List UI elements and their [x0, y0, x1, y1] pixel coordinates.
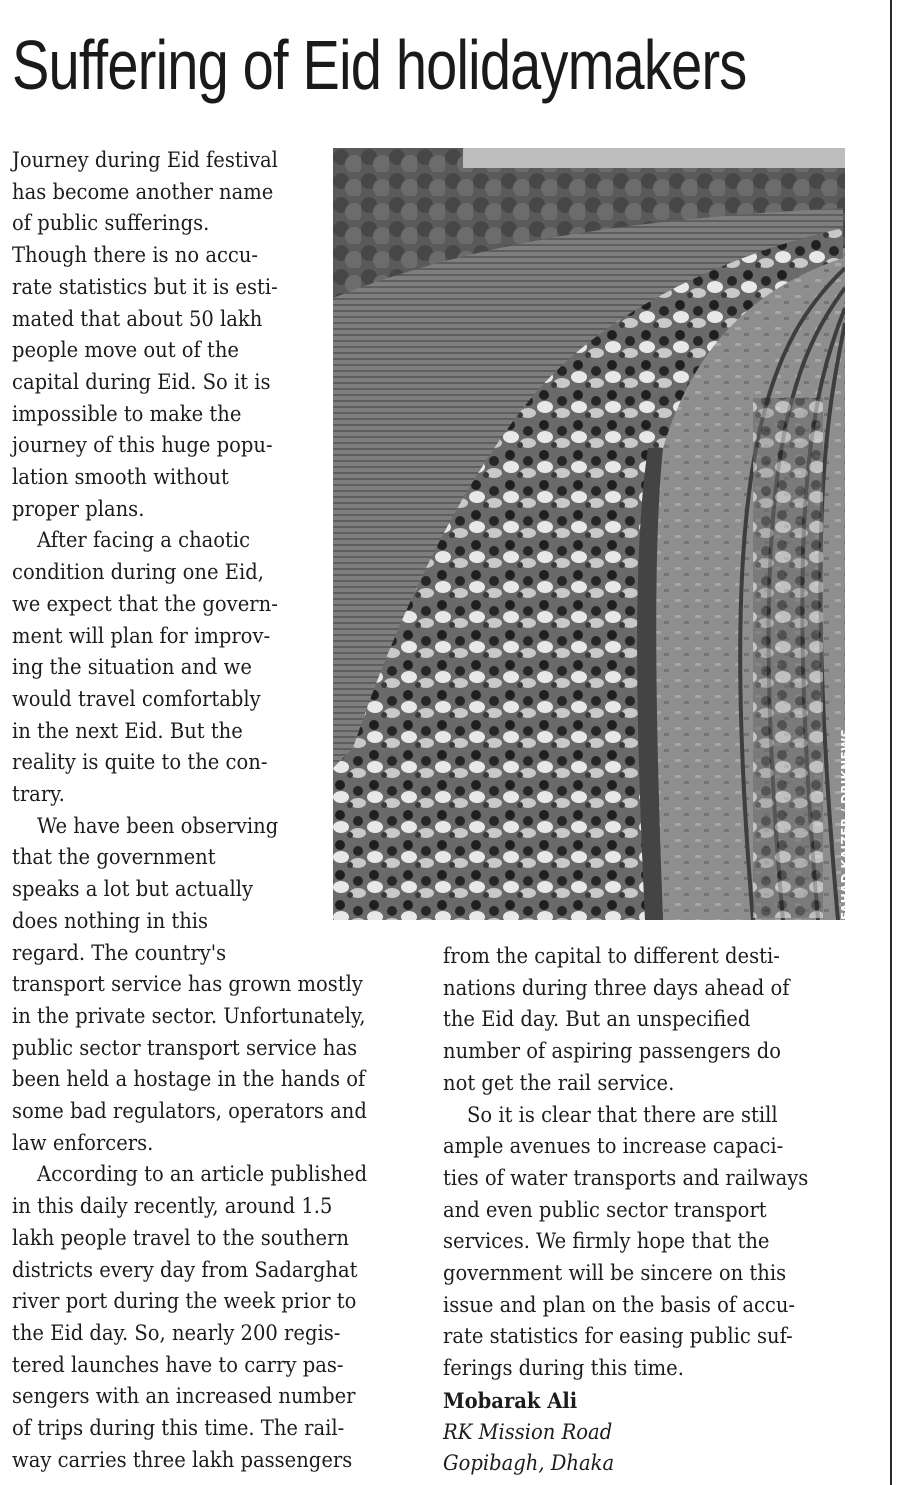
- body-line: After facing a chaotic: [37, 528, 251, 553]
- body-line: lation smooth without: [12, 465, 229, 489]
- body-line: in this daily recently, around 1.5: [12, 1194, 333, 1219]
- author-name: Mobarak Ali: [443, 1387, 578, 1413]
- body-line: ample avenues to increase capaci-: [443, 1134, 784, 1159]
- body-line: rate statistics for easing public suf-: [443, 1324, 793, 1349]
- body-line: speaks a lot but actually: [12, 877, 254, 902]
- body-line: We have been observing: [37, 813, 279, 838]
- body-line: and even public sector transport: [443, 1197, 767, 1222]
- body-line: number of aspiring passengers do: [443, 1039, 781, 1064]
- body-line: public sector transport service has: [12, 1035, 358, 1060]
- column-rule: [890, 0, 892, 1485]
- body-line: some bad regulators, operators and: [12, 1099, 367, 1123]
- body-line: nations during three days ahead of: [443, 975, 790, 1000]
- body-line: way carries three lakh passengers: [12, 1447, 353, 1472]
- body-line: not get the rail service.: [443, 1070, 675, 1095]
- body-line: rate statistics but it is esti-: [12, 274, 278, 299]
- body-line: trary.: [12, 782, 65, 806]
- headline: Suffering of Eid holidaymakers: [12, 26, 747, 104]
- body-line: journey of this huge popu-: [12, 433, 273, 458]
- body-line: would travel comfortably: [12, 686, 261, 711]
- body-line: ing the situation and we: [12, 655, 252, 680]
- body-line: people move out of the: [12, 338, 239, 363]
- body-line: impossible to make the: [12, 401, 242, 426]
- body-line: services. We firmly hope that the: [443, 1229, 770, 1254]
- body-line: ment will plan for improv-: [12, 623, 271, 648]
- body-line: According to an article published: [37, 1162, 368, 1187]
- author-city: Gopibagh, Dhaka: [443, 1451, 615, 1476]
- body-line: capital during Eid. So it is: [12, 369, 271, 394]
- body-line: that the government: [12, 845, 216, 870]
- body-line: districts every day from Sadarghat: [12, 1257, 358, 1282]
- body-line: ferings during this time.: [443, 1356, 684, 1381]
- body-line: Though there is no accu-: [12, 243, 259, 268]
- author-address: RK Mission Road: [443, 1419, 613, 1444]
- body-line: tered launches have to carry pas-: [12, 1352, 344, 1377]
- body-line: reality is quite to the con-: [12, 750, 268, 775]
- body-line: regard. The country's: [12, 940, 227, 965]
- body-line: of public sufferings.: [12, 211, 210, 236]
- body-line: river port during the week prior to: [12, 1289, 357, 1314]
- body-line: mated that about 50 lakh: [12, 306, 263, 331]
- body-line: law enforcers.: [12, 1130, 154, 1155]
- body-line: from the capital to different desti-: [443, 944, 780, 968]
- body-line: issue and plan on the basis of accu-: [443, 1292, 796, 1317]
- body-line: government will be sincere on this: [443, 1261, 787, 1285]
- body-line: has become another name: [12, 179, 274, 204]
- body-line: we expect that the govern-: [12, 591, 278, 616]
- photo-credit: FAHAD KAIZER / DRIKNEWS: [839, 728, 853, 920]
- body-line: condition during one Eid,: [12, 560, 264, 585]
- body-line: been held a hostage in the hands of: [12, 1067, 366, 1092]
- body-line: ties of water transports and railways: [443, 1165, 809, 1190]
- body-line: of trips during this time. The rail-: [12, 1416, 345, 1440]
- body-line: in the private sector. Unfortunately,: [12, 1003, 366, 1028]
- body-line: So it is clear that there are still: [467, 1102, 778, 1127]
- train-crowd-photo: [333, 148, 845, 920]
- body-line: does nothing in this: [12, 908, 209, 933]
- body-line: in the next Eid. But the: [12, 718, 243, 743]
- body-line: the Eid day. But an unspecified: [443, 1007, 751, 1032]
- body-line: transport service has grown mostly: [12, 972, 363, 997]
- body-line: lakh people travel to the southern: [12, 1225, 349, 1250]
- news-photo: [333, 148, 845, 920]
- body-line: sengers with an increased number: [12, 1384, 356, 1409]
- body-line: the Eid day. So, nearly 200 regis-: [12, 1320, 341, 1345]
- body-line: Journey during Eid festival: [12, 148, 278, 172]
- body-line: proper plans.: [12, 496, 145, 521]
